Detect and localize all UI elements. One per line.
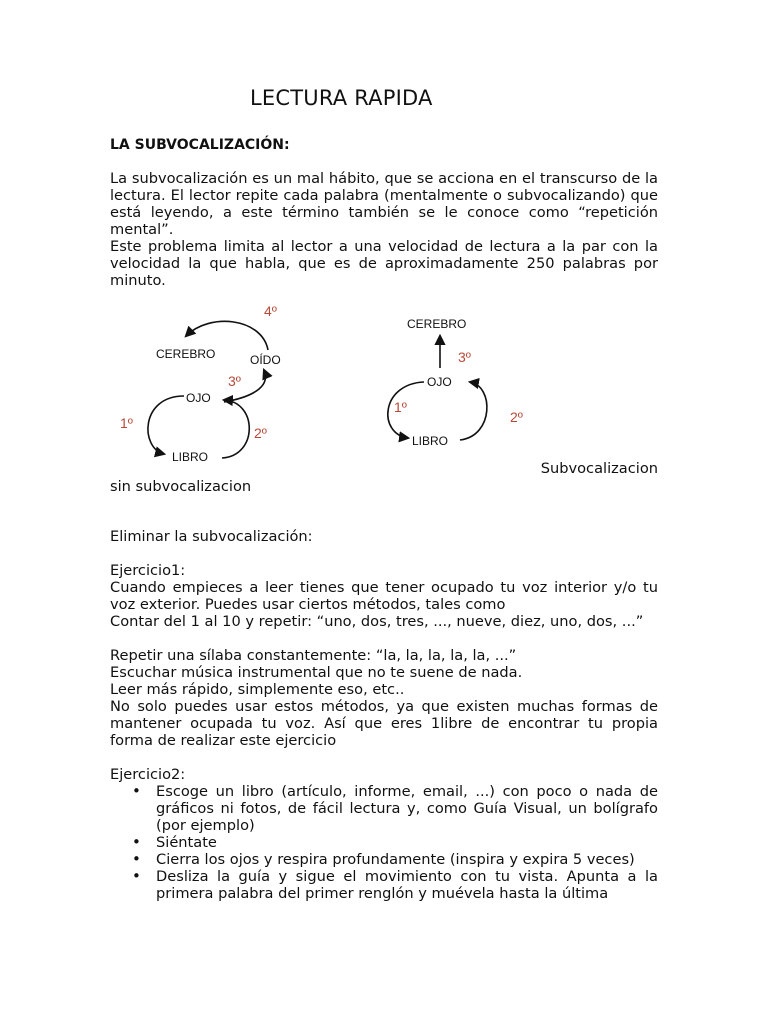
ejercicio1-line-5: Leer más rápido, simplemente eso, etc.. — [110, 681, 405, 698]
list-item: • Escoge un libro (artículo, informe, email, ...) con poco o nada de gráficos ni fotos, de fácil lectura y, como Guía Visual, un bolígrafo (por ejemplo) — [110, 783, 658, 834]
step-1: 1º — [394, 399, 407, 415]
arrow-step-2 — [222, 400, 249, 458]
ejercicio1-line-6: No solo puedes usar estos métodos, ya que existen muchas formas de mantener ocupada tu voz. Así que eres 1libre de encontrar tu propia forma de realizar este ejercicio — [110, 698, 658, 749]
step-4: 4º — [264, 303, 277, 319]
paragraph-2: Este problema limita al lector a una velocidad de lectura a la par con la velocidad la que habla, que es de aproximadamente 250 palabras por minuto. — [110, 238, 658, 289]
label-ojo: OJO — [427, 375, 452, 389]
ejercicio1-heading: Ejercicio1: — [110, 562, 186, 579]
step-2: 2º — [510, 409, 523, 425]
arrow-step-2 — [460, 382, 487, 440]
section-heading: LA SUBVOCALIZACIÓN: — [110, 137, 290, 153]
label-cerebro: CEREBRO — [156, 347, 216, 361]
step-2: 2º — [254, 425, 267, 441]
caption-sin-subvocalizacion: sin subvocalizacion — [110, 478, 252, 495]
arrow-step-4 — [186, 321, 268, 350]
list-item: • Cierra los ojos y respira profundamente (inspira y expira 5 veces) — [110, 851, 658, 868]
diagram-with-subvocalization — [110, 296, 330, 472]
ejercicio1-line-3: Repetir una sílaba constantemente: “la, la, la, la, la, ...” — [110, 647, 517, 664]
caption-subvocalizacion: Subvocalizacion — [540, 460, 658, 477]
ejercicio2-list — [110, 783, 658, 902]
ejercicio1-line-1: Cuando empieces a leer tienes que tener ocupado tu voz interior y/o tu voz exterior. Puedes usar ciertos métodos, tales como — [110, 579, 658, 613]
paragraph-1: La subvocalización es un mal hábito, que se acciona en el transcurso de la lectura. El lector repite cada palabra (mentalmente o subvocalizando) que está leyendo, a este término también se le conoce como “repetición mental”. — [110, 170, 658, 238]
arrow-step-1 — [148, 396, 184, 454]
label-ojo: OJO — [186, 391, 211, 405]
label-cerebro: CEREBRO — [407, 317, 467, 331]
label-oido: OÍDO — [250, 353, 281, 367]
step-3: 3º — [458, 349, 471, 365]
page-title: LECTURA RAPIDA — [250, 86, 433, 110]
eliminate-heading: Eliminar la subvocalización: — [110, 528, 313, 545]
diagram-without-subvocalization — [374, 306, 544, 456]
step-1: 1º — [120, 415, 133, 431]
label-libro: LIBRO — [172, 450, 209, 464]
list-item: • Desliza la guía y sigue el movimiento con tu vista. Apunta a la primera palabra del primer renglón y muévela hasta la última — [110, 868, 658, 902]
ejercicio1-line-2: Contar del 1 al 10 y repetir: “uno, dos, tres, ..., nueve, diez, uno, dos, ...” — [110, 613, 644, 630]
step-3: 3º — [228, 373, 241, 389]
ejercicio1-line-4: Escuchar música instrumental que no te suene de nada. — [110, 664, 523, 681]
label-libro: LIBRO — [412, 434, 449, 448]
list-item: • Siéntate — [110, 834, 658, 851]
ejercicio2-heading: Ejercicio2: — [110, 766, 186, 783]
